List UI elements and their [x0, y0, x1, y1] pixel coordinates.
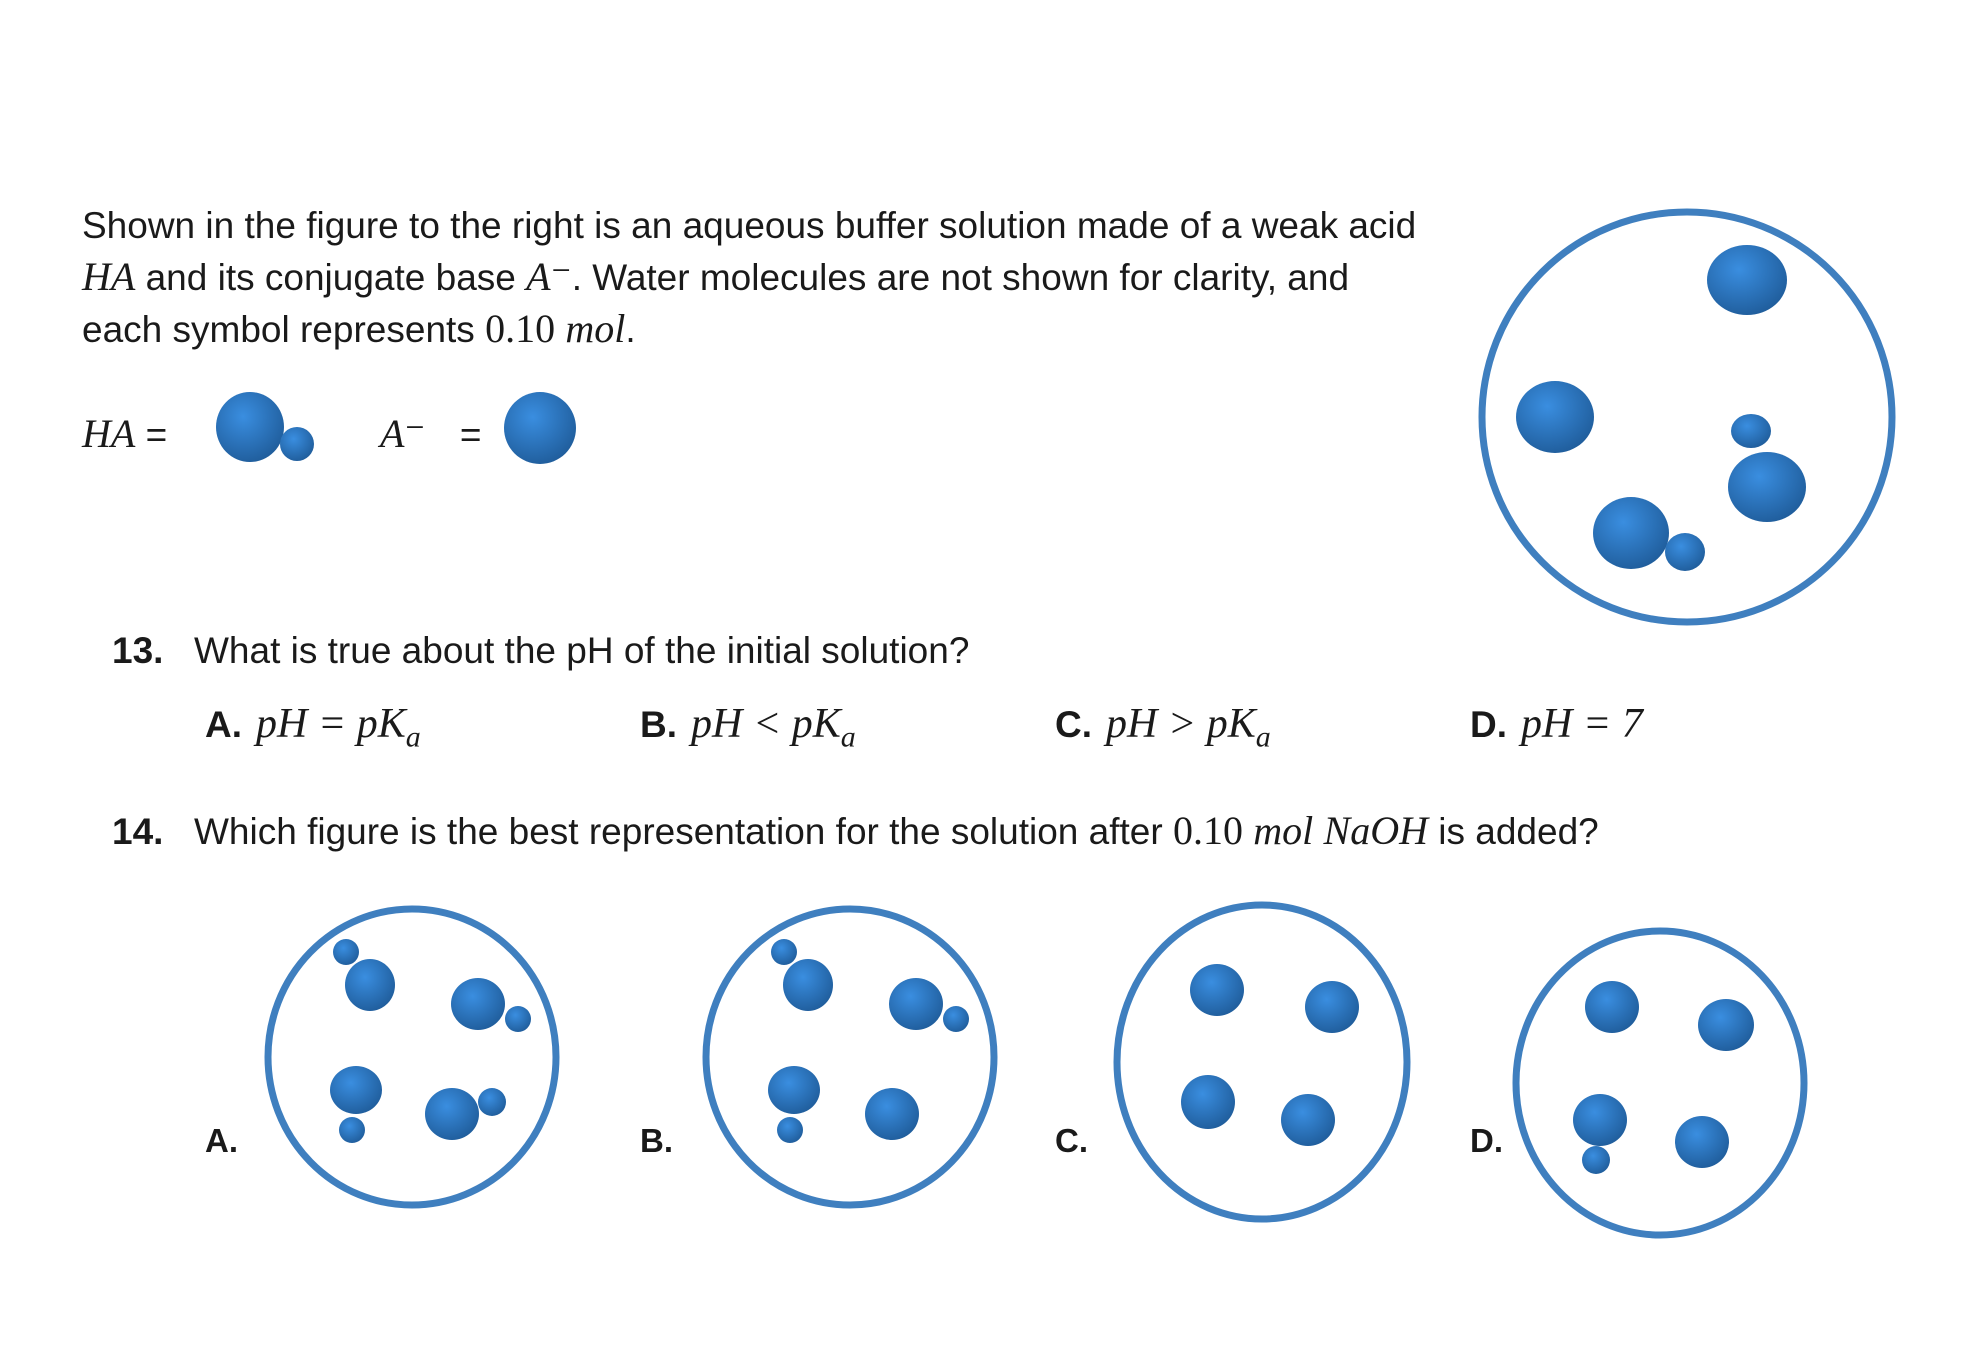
- legend-ha-label: HA =: [82, 411, 168, 456]
- q13-option-b[interactable]: B. pH < $pK_a$: [640, 701, 856, 754]
- ha-particle-small: [777, 1117, 803, 1143]
- figure-d-label[interactable]: D.: [1470, 1122, 1503, 1159]
- ha-particle-large: [1593, 497, 1669, 569]
- ha-large-sphere: [216, 392, 284, 462]
- question-text: What is true about the pH of the initial solution?: [194, 630, 970, 671]
- figure-a-label[interactable]: A.: [205, 1122, 238, 1159]
- a-particle: [1305, 981, 1359, 1033]
- question-number: 14.: [112, 811, 164, 852]
- ha-particle-large: [1573, 1094, 1627, 1146]
- a-particle: [1181, 1075, 1235, 1129]
- a-particle: [1707, 245, 1787, 315]
- beaker-circle: [706, 909, 994, 1205]
- figure-b-label[interactable]: B.: [640, 1122, 673, 1159]
- question-13: [112, 630, 969, 672]
- ha-particle-small: [339, 1117, 365, 1143]
- ha-particle-large: [768, 1066, 820, 1114]
- legend-ha-particle: [205, 385, 325, 475]
- beaker-circle: [268, 909, 556, 1205]
- ha-particle-small: [1582, 1146, 1610, 1174]
- a-particle: [865, 1088, 919, 1140]
- q13-option-a[interactable]: A. pH = $pK_a$: [205, 701, 421, 754]
- intro-paragraph: [82, 200, 1502, 355]
- ha-particle-small: [1665, 533, 1705, 571]
- q13-option-c[interactable]: C. pH > $pK_a$: [1055, 701, 1271, 754]
- a-particle: [1281, 1094, 1335, 1146]
- figure-b[interactable]: [700, 902, 1000, 1212]
- a-particle: [1190, 964, 1244, 1016]
- ha-particle-small: [1731, 414, 1771, 448]
- figure-d[interactable]: [1510, 920, 1825, 1250]
- base-symbol: A⁻: [526, 254, 572, 299]
- ha-particle-small: [505, 1006, 531, 1032]
- legend-a-particle: [500, 385, 580, 475]
- intro-line-2: HA and its conjugate base A⁻. Water molecules are not shown for clarity, and: [82, 254, 1350, 299]
- ha-particle-small: [478, 1088, 506, 1116]
- ha-particle-small: [943, 1006, 969, 1032]
- ha-particle-large: [330, 1066, 382, 1114]
- ha-particle-large: [1728, 452, 1806, 522]
- a-particle: [1585, 981, 1639, 1033]
- intro-line-3: each symbol represents 0.10 mol.: [82, 306, 636, 351]
- ha-particle-small: [771, 939, 797, 965]
- a-sphere: [504, 392, 576, 464]
- legend-a-label: A⁻ =: [380, 411, 482, 456]
- beaker-circle: [1117, 905, 1407, 1219]
- a-particle: [1698, 999, 1754, 1051]
- ha-particle-large: [451, 978, 505, 1030]
- a-particle: [1675, 1116, 1729, 1168]
- acid-symbol: HA: [82, 254, 136, 299]
- beaker-circle: [1516, 931, 1804, 1235]
- question-14: 14. Which figure is the best representation for the solution after 0.10 mol NaOH is added?: [112, 808, 1599, 853]
- initial-solution-figure: [1475, 205, 1905, 635]
- figure-a[interactable]: [262, 902, 562, 1212]
- q13-option-d[interactable]: D. pH = 7: [1470, 701, 1643, 747]
- figure-c-label[interactable]: C.: [1055, 1122, 1088, 1159]
- ha-small-sphere: [280, 427, 314, 461]
- figure-c[interactable]: [1112, 902, 1422, 1232]
- ha-particle-large: [783, 959, 833, 1011]
- ha-particle-large: [425, 1088, 479, 1140]
- a-particle: [1516, 381, 1594, 453]
- ha-particle-small: [333, 939, 359, 965]
- intro-line-1: Shown in the figure to the right is an aqueous buffer solution made of a weak acid: [82, 205, 1417, 246]
- question-number: 13.: [112, 630, 164, 671]
- ha-particle-large: [345, 959, 395, 1011]
- ha-particle-large: [889, 978, 943, 1030]
